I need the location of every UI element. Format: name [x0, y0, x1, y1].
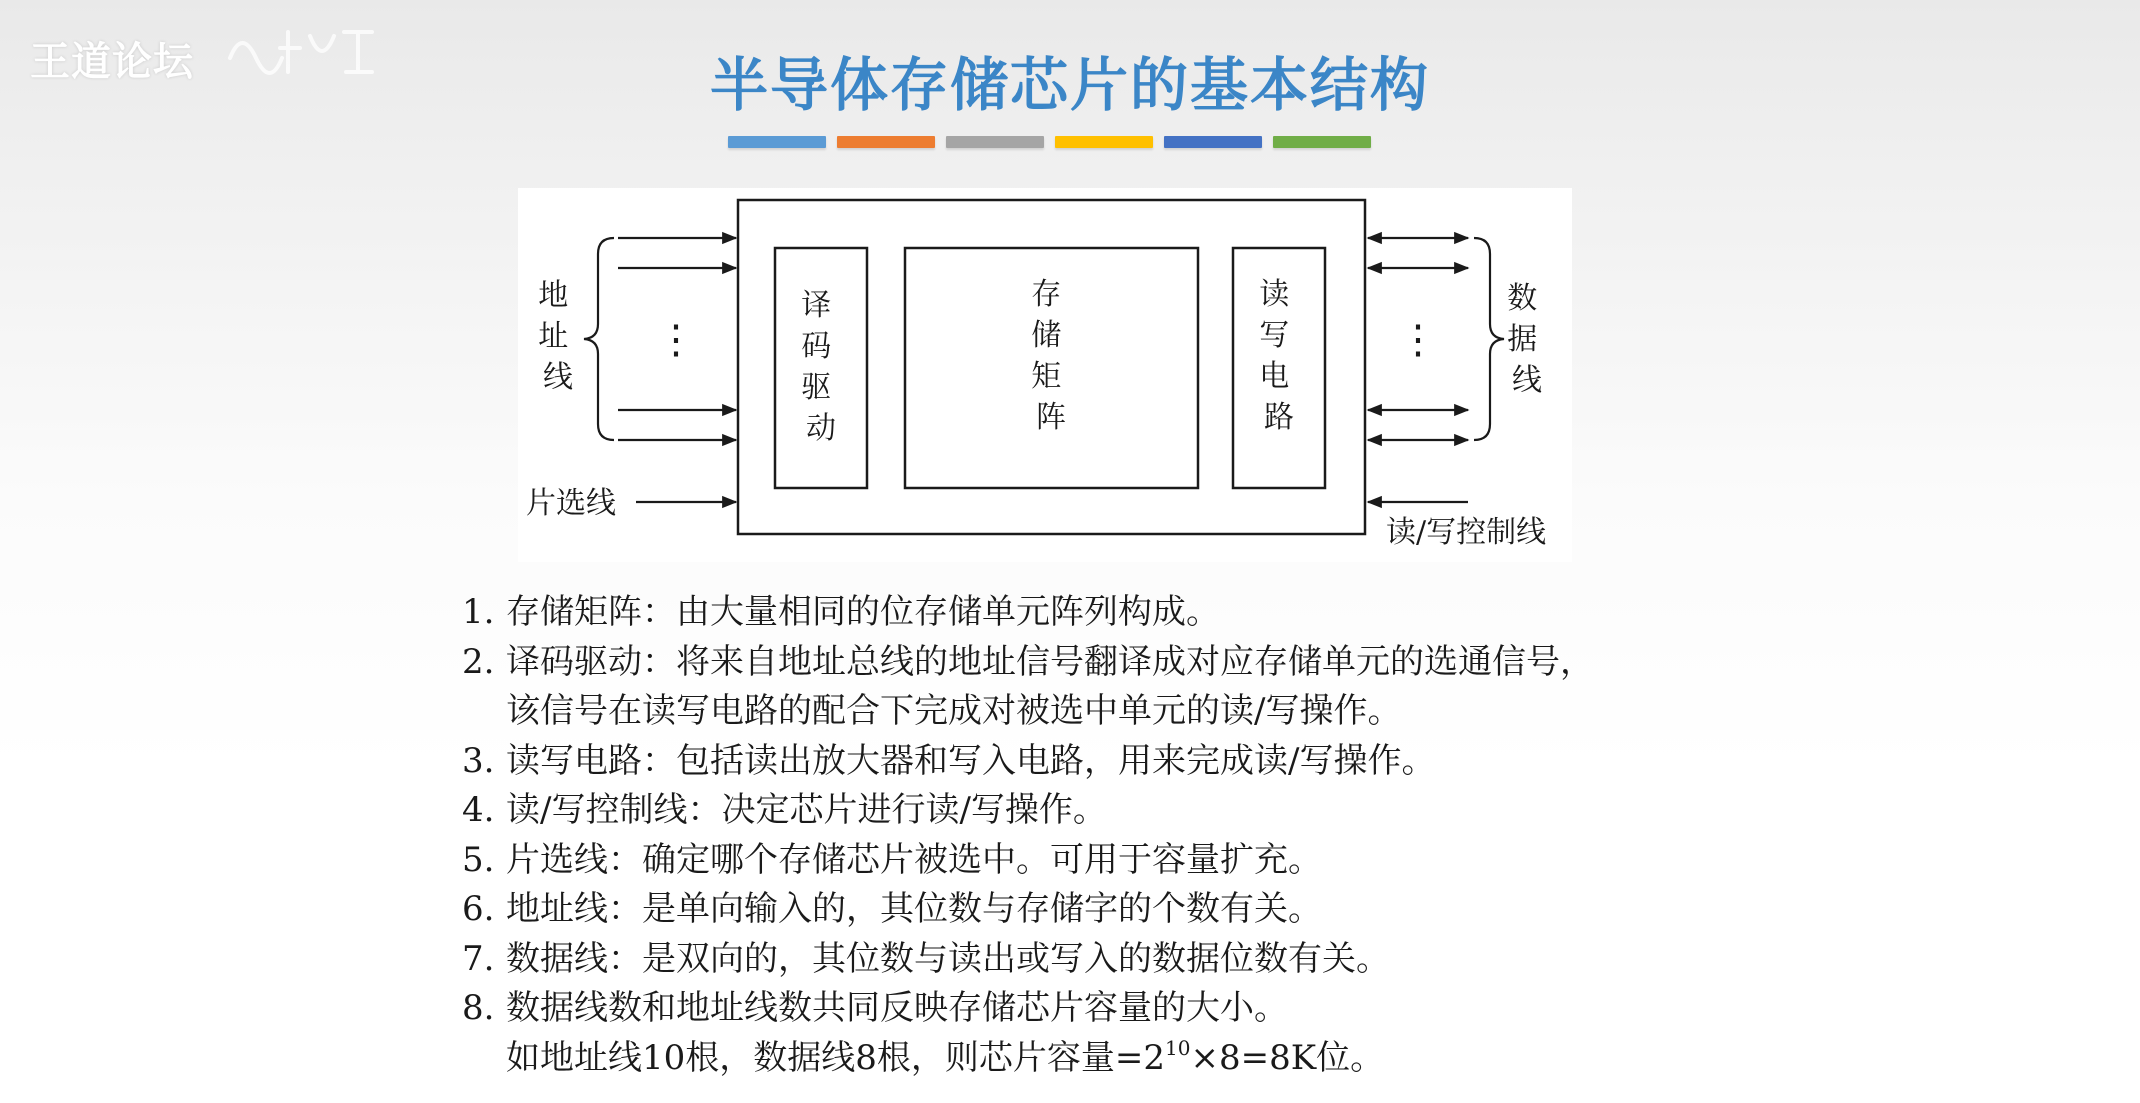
address-lines-label: 地 址 线: [538, 278, 573, 395]
memory-chip-diagram-svg: [518, 188, 1572, 562]
color-segment-2: [837, 136, 935, 148]
data-lines-label: 数 据 线: [1507, 281, 1542, 398]
list-item: 2. 译码驱动：将来自地址总线的地址信号翻译成对应存储单元的选通信号，: [462, 641, 1594, 682]
data-brace: [1474, 238, 1504, 440]
address-brace: [584, 238, 614, 440]
memory-chip-diagram: [518, 188, 1572, 562]
explanation-list: [462, 588, 2062, 1083]
data-ellipsis: ⋮: [1398, 317, 1438, 363]
list-item: 6. 地址线：是单向输入的，其位数与存储字的个数有关。: [462, 889, 1322, 929]
color-segment-6: [1273, 136, 1371, 148]
matrix-label: 存 储 矩 阵: [1031, 277, 1066, 435]
rw-control-label: 读/写控制线: [1386, 515, 1547, 550]
list-item-continuation: [462, 1034, 2062, 1084]
list-item: 3. 读写电路：包括读出放大器和写入电路，用来完成读/写操作。: [462, 740, 1436, 781]
page-title: 半导体存储芯片的基本结构: [709, 51, 1430, 119]
rw-circuit-label: 读 写 电 路: [1259, 277, 1294, 435]
list-item-continuation: 该信号在读写电路的配合下完成对被选中单元的读/写操作。: [506, 691, 1402, 731]
decoder-label: 译 码 驱 动: [801, 288, 836, 446]
list-item: 5. 片选线：确定哪个存储芯片被选中。可用于容量扩充。: [462, 839, 1322, 880]
list-item: 8. 数据线数和地址线数共同反映存储芯片容量的大小。: [462, 988, 1288, 1028]
brand-logo-text: 王道论坛: [30, 39, 194, 85]
title-color-bar: [728, 136, 1371, 148]
list-item: 4. 读/写控制线：决定芯片进行读/写操作。: [462, 790, 1107, 830]
color-segment-5: [1164, 136, 1262, 148]
color-segment-1: [728, 136, 826, 148]
capacity-formula: 如地址线10根，数据线8根，则芯片容量$=2^{10}\times 8=8K$位。: [506, 1035, 1385, 1078]
decoder-block: [775, 248, 867, 488]
list-item: 1. 存储矩阵：由大量相同的位存储单元阵列构成。: [462, 592, 1220, 632]
address-ellipsis: ⋮: [656, 317, 696, 363]
chip-select-label: 片选线: [526, 486, 616, 521]
color-segment-4: [1055, 136, 1153, 148]
color-segment-3: [946, 136, 1044, 148]
list-item: 7. 数据线：是双向的，其位数与读出或写入的数据位数有关。: [462, 938, 1390, 979]
